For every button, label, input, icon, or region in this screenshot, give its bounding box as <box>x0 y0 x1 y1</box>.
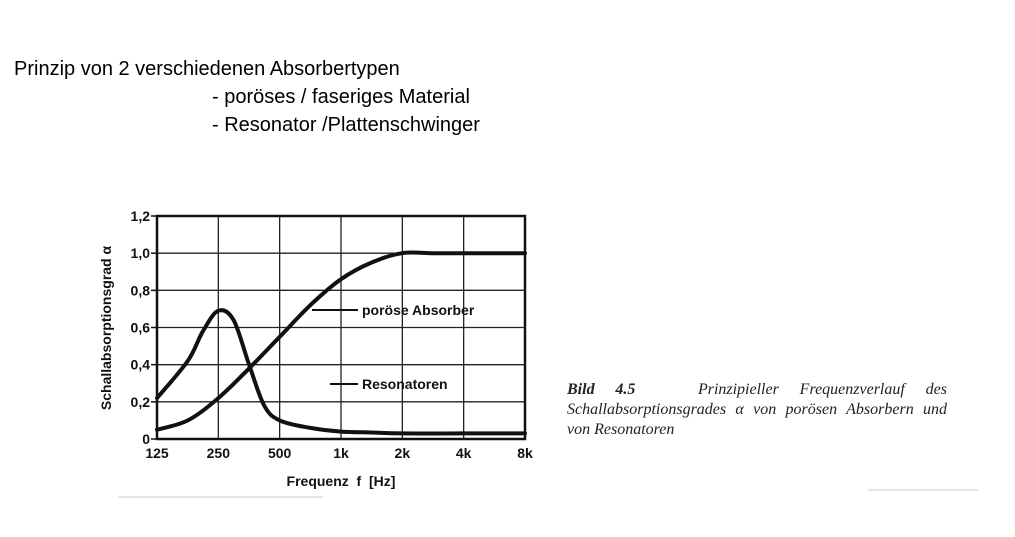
x-tick-label: 250 <box>206 445 231 461</box>
legend-label-porous: poröse Absorber <box>362 302 475 318</box>
caption-label: Bild 4.5 <box>567 381 636 398</box>
heading-item-resonator: - Resonator /Plattenschwinger <box>212 114 480 136</box>
x-tick-label: 4k <box>455 445 472 461</box>
y-tick-label: 0,4 <box>130 356 150 373</box>
y-tick-label: 1,2 <box>130 208 150 224</box>
y-axis-title: Schallabsorptionsgrad α <box>98 245 114 411</box>
x-tick-label: 125 <box>145 445 169 461</box>
x-tick-label: 500 <box>267 445 292 461</box>
chart-ticks <box>131 208 533 461</box>
x-tick-label: 1k <box>333 445 349 461</box>
y-tick-label: 0,8 <box>130 282 150 299</box>
y-tick-label: 0,2 <box>130 393 150 410</box>
y-tick-label: 0 <box>142 431 150 447</box>
x-axis-title: Frequenz f [Hz] <box>286 473 396 489</box>
heading-title: Prinzip von 2 verschiedenen Absorbertypen <box>14 58 400 80</box>
x-tick-label: 8k <box>517 445 533 461</box>
scan-artifact-right <box>868 489 978 491</box>
scan-artifact-left <box>118 496 323 498</box>
y-tick-label: 1,0 <box>130 245 150 262</box>
figure-caption <box>567 380 947 440</box>
legend-label-resonator: Resonatoren <box>362 376 448 392</box>
caption-text: Prinzipieller Frequenzverlauf des Schallabsorptionsgrades α von porösen Absorbern und von Resonatoren <box>567 381 947 438</box>
y-tick-label: 0,6 <box>130 319 150 336</box>
x-tick-label: 2k <box>394 445 411 461</box>
heading-item-porous: - poröses / faseriges Material <box>212 86 470 108</box>
